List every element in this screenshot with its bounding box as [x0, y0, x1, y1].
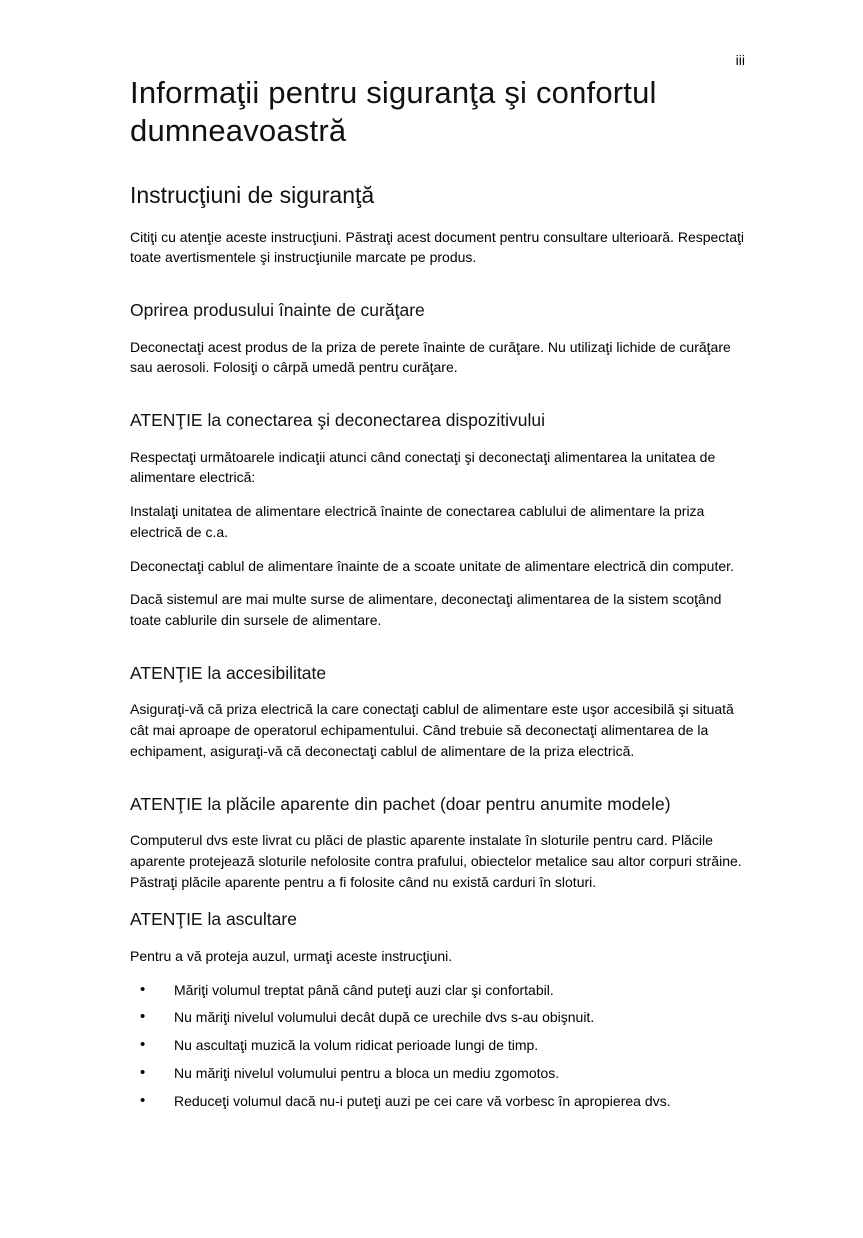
list-item — [130, 1007, 747, 1028]
paragraph: Asiguraţi-vă că priza electrică la care conectaţi cablul de alimentare este uşor accesibilă şi situată cât mai aproape de operatorul echipamentului. Când trebuie să deconectaţi alimentarea de la echipament, asiguraţi-vă că deconectaţi cablul de alimentare de la priza electrică. — [130, 701, 734, 759]
bullet-icon: • — [140, 980, 146, 998]
page-number: iii — [735, 52, 745, 68]
page-title: Informaţii pentru siguranţa şi confortul dumneavoastră — [130, 75, 657, 148]
list-item — [130, 1035, 747, 1056]
paragraph: Deconectaţi acest produs de la priza de perete înainte de curăţare. Nu utilizaţi lichide de curăţare sau aerosoli. Folosiţi o cârpă umedă pentru curăţare. — [130, 338, 731, 376]
paragraph: Dacă sistemul are mai multe surse de alimentare, deconectaţi alimentarea de la sistem scoţând toate cablurile din sursele de alimentare. — [130, 591, 722, 629]
list-item — [130, 980, 747, 1001]
paragraph: Pentru a vă proteja auzul, urmaţi aceste instrucţiuni. — [130, 947, 453, 964]
list-item-text: Nu măriţi nivelul volumului pentru a bloca un mediu zgomotos. — [174, 1064, 560, 1081]
list-item-text: Reduceţi volumul dacă nu-i puteţi auzi pe cei care vă vorbesc în apropierea dvs. — [174, 1092, 671, 1109]
list-item-text: Nu ascultaţi muzică la volum ridicat perioade lungi de timp. — [174, 1037, 539, 1054]
sub-heading-caution-accessibility: ATENŢIE la accesibilitate — [130, 662, 327, 683]
bullet-icon: • — [140, 1063, 146, 1081]
sub-heading-power-off-before-cleaning: Oprirea produsului înainte de curăţare — [130, 300, 425, 321]
sub-heading-caution-connect-disconnect: ATENŢIE la conectarea şi deconectarea dispozitivului — [130, 410, 546, 431]
sub-heading-caution-dummy-cards: ATENŢIE la plăcile aparente din pachet (doar pentru anumite modele) — [130, 793, 671, 814]
listening-instructions-list — [130, 980, 747, 1112]
bullet-icon: • — [140, 1008, 146, 1026]
paragraph: Instalaţi unitatea de alimentare electrică înainte de conectarea cablului de alimentare la priza electrică de c.a. — [130, 503, 705, 540]
paragraph: Respectaţi următoarele indicaţii atunci când conectaţi şi deconectaţi alimentarea la unitatea de alimentare electrică: — [130, 448, 716, 486]
paragraph: Computerul dvs este livrat cu plăci de plastic aparente instalate în sloturile pentru card. Plăcile aparente protejează sloturile nefolosite contra prafului, obiectelor metalice sau altor corpuri străine. Păstraţi plăcile aparente pentru a fi folosite când nu există carduri în sloturi. — [130, 832, 742, 890]
paragraph: Citiţi cu atenţie aceste instrucţiuni. Păstraţi acest document pentru consultare ulterioară. Respectaţi toate avertismentele şi instrucţiunile marcate pe produs. — [130, 228, 744, 266]
list-item — [130, 1063, 747, 1084]
sub-heading-caution-listening: ATENŢIE la ascultare — [130, 909, 297, 930]
paragraph: Deconectaţi cablul de alimentare înainte de a scoate unitate de alimentare electrică din computer. — [130, 557, 734, 574]
list-item-text: Nu măriţi nivelul volumului decât după ce urechile dvs s-au obişnuit. — [174, 1009, 595, 1026]
list-item — [130, 1091, 747, 1112]
list-item-text: Măriţi volumul treptat până când puteţi auzi clar şi confortabil. — [174, 981, 554, 998]
bullet-icon: • — [140, 1091, 146, 1109]
bullet-icon: • — [140, 1036, 146, 1054]
section-heading-safety-instructions: Instrucţiuni de siguranţă — [130, 181, 375, 208]
